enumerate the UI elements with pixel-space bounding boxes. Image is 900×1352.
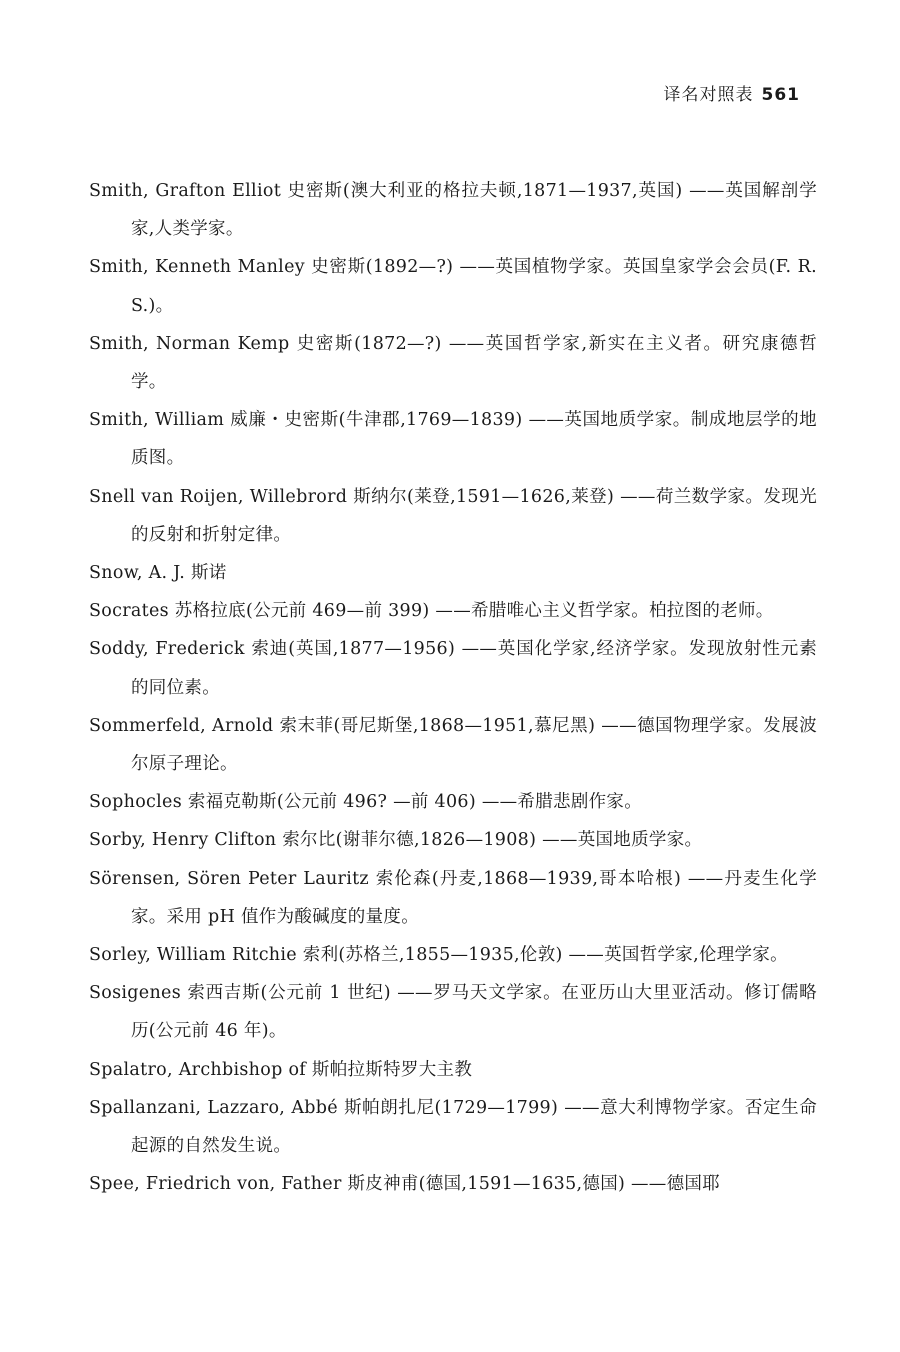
glossary-entry-soddy: Soddy, Frederick 索迪(英国,1877—1956) ——英国化学家,经济学家。发现放射性元素的同位素。 bbox=[89, 639, 817, 698]
glossary-entry-smith-grafton-elliot: Smith, Grafton Elliot 史密斯(澳大利亚的格拉夫顿,1871—1937,英国) ——英国解剖学家,人类学家。 bbox=[89, 181, 817, 240]
glossary-entry-spalatro: Spalatro, Archbishop of 斯帕拉斯特罗大主教 bbox=[89, 1059, 473, 1080]
glossary-entries bbox=[89, 172, 817, 1203]
glossary-entry-socrates: Socrates 苏格拉底(公元前 469—前 399) ——希腊唯心主义哲学家。柏拉图的老师。 bbox=[89, 601, 774, 622]
glossary-entry-spallanzani: Spallanzani, Lazzaro, Abbé 斯帕朗扎尼(1729—1799) ——意大利博物学家。否定生命起源的自然发生说。 bbox=[89, 1097, 817, 1157]
glossary-entry-spee: Spee, Friedrich von, Father 斯皮神甫(德国,1591—1635,德国) ——德国耶 bbox=[89, 1174, 720, 1195]
glossary-entry-smith-norman-kemp: Smith, Norman Kemp 史密斯(1872—?) ——英国哲学家,新实在主义者。研究康德哲学。 bbox=[89, 333, 817, 393]
page-number: 561 bbox=[761, 85, 800, 105]
glossary-entry-sophocles: Sophocles 索福克勒斯(公元前 496? —前 406) ——希腊悲剧作家。 bbox=[89, 792, 643, 813]
glossary-entry-sosigenes: Sosigenes 索西吉斯(公元前 1 世纪) ——罗马天文学家。在亚历山大里亚活动。修订儒略历(公元前 46 年)。 bbox=[89, 983, 817, 1042]
glossary-entry-sorley: Sorley, William Ritchie 索利(苏格兰,1855—1935,伦敦) ——英国哲学家,伦理学家。 bbox=[89, 945, 788, 966]
running-head bbox=[664, 80, 801, 105]
glossary-entry-snell: Snell van Roijen, Willebrord 斯纳尔(莱登,1591—1626,莱登) ——荷兰数学家。发现光的反射和折射定律。 bbox=[89, 486, 817, 545]
glossary-entry-sommerfeld: Sommerfeld, Arnold 索末菲(哥尼斯堡,1868—1951,慕尼黑) ——德国物理学家。发展波尔原子理论。 bbox=[89, 715, 817, 775]
glossary-entry-sorby: Sorby, Henry Clifton 索尔比(谢菲尔德,1826—1908) ——英国地质学家。 bbox=[89, 830, 703, 851]
glossary-entry-smith-kenneth-manley: Smith, Kenneth Manley 史密斯(1892—?) ——英国植物学家。英国皇家学会会员(F. R. S.)。 bbox=[89, 257, 817, 316]
glossary-entry-snow: Snow, A. J. 斯诺 bbox=[89, 563, 227, 584]
running-head-title: 译名对照表 bbox=[663, 85, 754, 105]
glossary-entry-sorensen: Sörensen, Sören Peter Lauritz 索伦森(丹麦,1868—1939,哥本哈根) ——丹麦生化学家。采用 pH 值作为酸碱度的量度。 bbox=[89, 868, 817, 927]
glossary-entry-smith-william: Smith, William 威廉・史密斯(牛津郡,1769—1839) ——英国地质学家。制成地层学的地质图。 bbox=[89, 410, 817, 469]
